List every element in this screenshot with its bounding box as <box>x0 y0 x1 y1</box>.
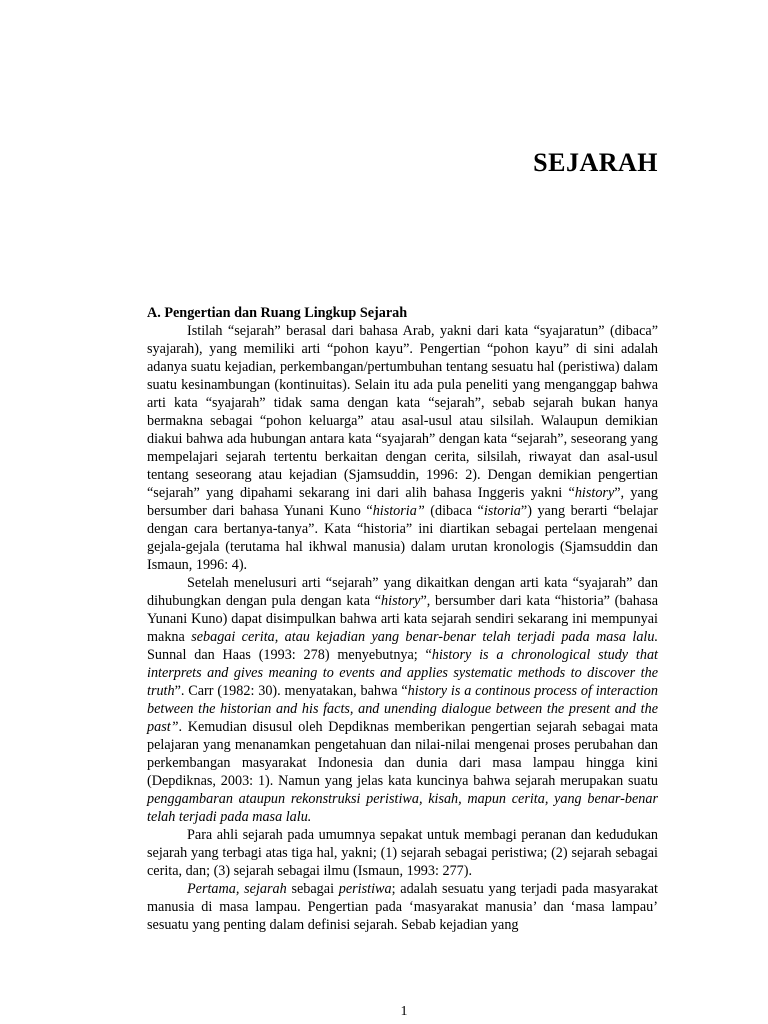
document-title: SEJARAH <box>533 148 658 177</box>
text-run: ”. Carr (1982: 30). menyatakan, bahwa “ <box>174 683 408 699</box>
text-run: ”, bersumber dari kata “historia” (bahasa Yunani Kuno) dapat disimpulkan bahwa arti kata sejarah sendiri sekarang ini mempunyai makna <box>147 593 658 645</box>
italic-text-run: history is a continous process of interaction between the historian and his facts, and unending dialogue between the present and the past” <box>147 683 658 735</box>
text-run: Istilah “sejarah” berasal dari bahasa Arab, yakni dari kata “syajaratun” (dibaca” syajarah), yang memiliki arti “pohon kayu”. Pengertian “pohon kayu” di sini adalah adanya suatu kejadian, perkembangan/pertumbuhan tentang sesuatu hal (peristiwa) dalam suatu kesinambungan (kontinuitas). Selain itu ada pula peneliti yang menganggap bahwa arti kata “syajarah” tidak sama dengan kata “sejarah”, sebab sejarah bukan hanya bermakna sebagai “pohon keluarga” atau asal-usul atau silsilah. Walaupun demikian diakui bahwa ada hubungan antara kata “syajarah” dengan kata “sejarah”, seseorang yang mempelajari sejarah tertentu berkaitan dengan cerita, silsilah, riwayat dan asal-usul tentang seseorang atau kejadian (Sjamsuddin, 1996: 2). Dengan demikian pengertian “sejarah” yang dipahami sekarang ini dari alih bahasa Inggeris yakni “ <box>147 323 658 501</box>
page-number: 1 <box>400 1004 408 1019</box>
italic-text-run: Pertama, sejarah <box>187 881 287 897</box>
document-body <box>147 304 658 934</box>
text-run: Sunnal dan Haas (1993: 278) menyebutnya; “ <box>147 647 432 663</box>
section-heading: A. Pengertian dan Ruang Lingkup Sejarah <box>147 305 408 321</box>
italic-text-run: history <box>381 593 421 609</box>
text-run: sebagai <box>286 881 339 897</box>
text-run: Setelah menelusuri arti “sejarah” yang dikaitkan dengan arti kata “syajarah” dan dihubungkan dengan pula dengan kata “ <box>147 575 658 609</box>
italic-text-run: sebagai cerita, atau kejadian yang benar-benar telah terjadi pada masa lalu. <box>191 629 658 645</box>
text-run: (dibaca “ <box>424 503 484 519</box>
body-paragraph <box>147 574 658 826</box>
text-run: Para ahli sejarah pada umumnya sepakat untuk membagi peranan dan kedudukan sejarah yang terbagi atas tiga hal, yakni; (1) sejarah sebagai peristiwa; (2) sejarah sebagai cerita, dan; (3) sejarah sebagai ilmu (Ismaun, 1993: 277). <box>147 827 658 879</box>
text-run: . Kemudian disusul oleh Depdiknas memberikan pengertian sejarah sebagai mata pelajaran yang menanamkan pengetahuan dan nilai-nilai mengenai proses perubahan dan perkembangan masyarakat Indonesia dan dunia dari masa lampau hingga kini (Depdiknas, 2003: 1). Namun yang jelas kata kuncinya bahwa sejarah merupakan suatu <box>147 719 658 789</box>
body-paragraph <box>147 880 658 934</box>
italic-text-run: penggambaran ataupun rekonstruksi peristiwa, kisah, mapun cerita, yang benar-benar telah terjadi pada masa lalu. <box>147 791 658 825</box>
body-paragraph <box>147 322 658 574</box>
text-run: ”) yang berarti “belajar dengan cara bertanya-tanya”. Kata “historia” ini diartikan sebagai pertelaan mengenai gejala-gejala (terutama hal ikhwal manusia) dalam urutan kronologis (Sjamsuddin dan Ismaun, 1996: 4). <box>147 503 659 573</box>
body-paragraph <box>147 826 658 880</box>
paragraph-list <box>147 322 658 934</box>
italic-text-run: history is a chronological study that interprets and gives meaning to events and applies systematic methods to discover the truth <box>147 647 658 699</box>
text-run: ; adalah sesuatu yang terjadi pada masyarakat manusia di masa lampau. Pengertian pada ‘masyarakat manusia’ dan ‘masa lampau’ sesuatu yang penting dalam definisi sejarah. Sebab kejadian yang <box>147 881 658 933</box>
italic-text-run: peristiwa <box>338 881 392 897</box>
italic-text-run: historia” <box>372 503 425 519</box>
italic-text-run: istoria <box>483 503 521 519</box>
text-run: ”, yang bersumber dari bahasa Yunani Kuno “ <box>147 485 658 519</box>
italic-text-run: history <box>574 485 615 501</box>
